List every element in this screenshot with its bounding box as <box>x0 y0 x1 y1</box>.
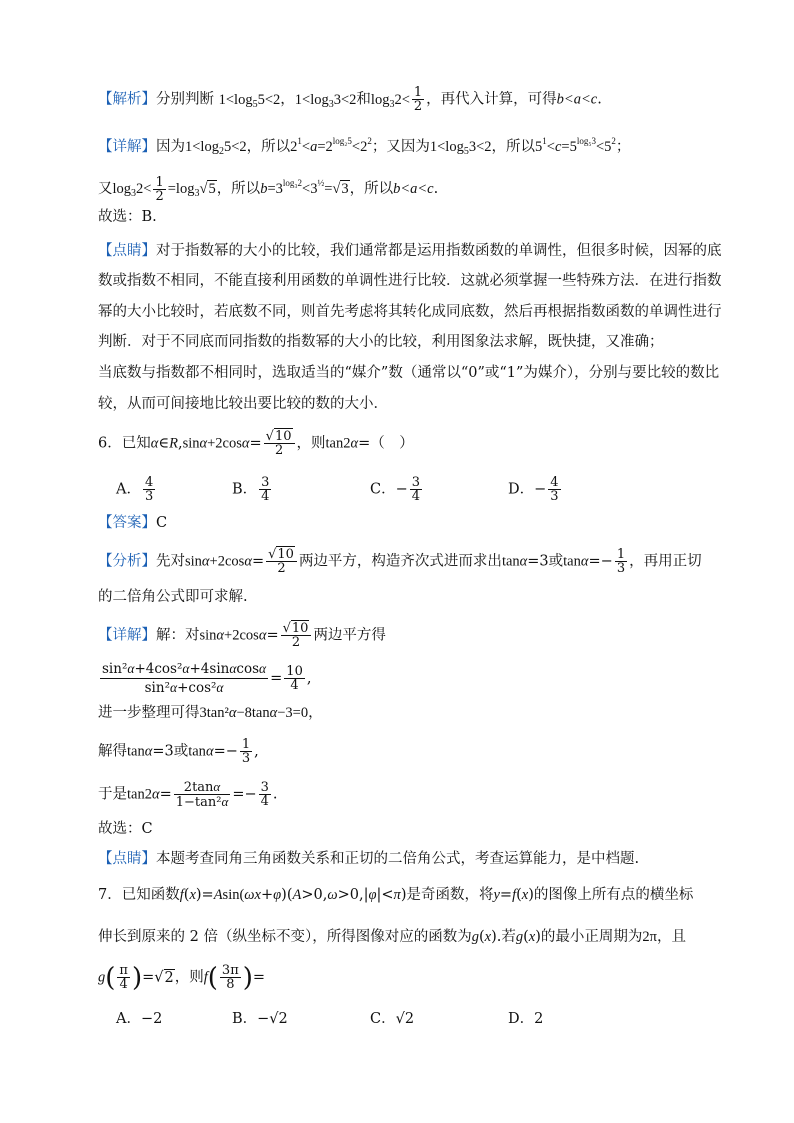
option-letter: C． <box>370 1011 396 1027</box>
detail-tag: 【详解】 <box>98 627 156 644</box>
s5-answer: 故选：B. <box>98 209 157 225</box>
option-letter: C． <box>370 481 396 498</box>
s5-tip-line-1: 数或指数不相同，不能直接利用函数的单调性进行比较．这就必须掌握一些特殊方法．在进行指数 <box>98 273 722 289</box>
s5-tip-line-3: 判断．对于不同底而同指数的指数幂的大小的比较，利用图象法求解，既快捷，又准确； <box>98 334 664 350</box>
q7-stem-1: 7．已知函数f(x)=Asin(ωx+φ)(A>0,ω>0,|φ|<π)是奇函数，将y=f(x)的图像上所有点的横坐标 <box>98 887 694 903</box>
option-den: 3 <box>550 489 559 504</box>
answer-blank: （ ） <box>370 435 414 452</box>
option-value: √2 <box>395 1011 415 1027</box>
question-text: 伸长到原来的 2 倍（纵坐标不变），所得图像对应的函数为 <box>98 929 472 945</box>
option-den: 4 <box>261 489 270 504</box>
analysis-text: 或 <box>548 553 564 570</box>
question-text: 是奇函数，将 <box>406 887 494 903</box>
question-text: ，且 <box>656 929 686 945</box>
q7-option-c <box>370 1008 414 1030</box>
detail-text: 解：对 <box>156 627 200 644</box>
s5-tip-line-0 <box>98 240 722 262</box>
s5-tip-line-2: 幂的大小比较时，若底数不同，则首先考虑将其转化成同底数，然后再根据指数函数的单调性进行 <box>98 304 722 320</box>
detail-text: ；又因为 <box>371 139 430 155</box>
option-value: 2 <box>534 1011 544 1027</box>
q6-step-2: 进一步整理可得3tan²α−8tanα−3=0， <box>98 705 323 721</box>
option-value: −2 <box>140 1011 163 1027</box>
q6-stem: 6．已知α∈R,sinα+2cosα= $\frac{√10}{2}$ ，则tan2α=（ ） <box>98 429 414 458</box>
option-num: 3 <box>411 475 421 490</box>
s5-detail-2: 又$\log_32<$ $\frac{1}{2}$ $=\log_3√5$，所以$b=3^{log_32}<3^{\frac{1}{2}}=√3$，所以b<a<c. <box>98 174 439 204</box>
q7-option-d <box>508 1008 543 1030</box>
option-letter: D． <box>508 481 535 498</box>
step-text: 解得 <box>98 743 127 760</box>
s5-tip-line-4: 当底数与指数都不相同时，选取适当的“媒介”数（通常以“0”或“1”为媒介），分别与要比较的数比 <box>98 365 720 381</box>
detail-text: 因为 <box>156 139 185 155</box>
option-den: 4 <box>411 489 421 504</box>
question-number: 6．已知 <box>98 435 151 452</box>
detail-tag: 【详解】 <box>98 139 156 155</box>
tip-tag: 【点睛】 <box>98 243 156 259</box>
question-number: 7．已知函数 <box>98 887 180 903</box>
q6-formula-1: $\frac{\text{sin²α+4cos²α+4sinαcosα}}{\text{sin²α+cos²α}}$ = $\frac{10}{4}$ , <box>102 661 312 696</box>
detail-text: ，所以 <box>349 181 394 197</box>
option-num: 4 <box>550 475 559 490</box>
detail-text: 又 <box>98 181 113 197</box>
s5-detail-1: 【详解】因为$1<\log_25<2$，所以$2^1<a=2^{log_25}<2^2$；又因为$1<\log_53<2$，所以$5^1<c=5^{log_53}<5^2$； <box>98 136 631 157</box>
q6-detail: 【详解】解：对sinα+2cosα= $\frac{√10}{2}$ 两边平方得 <box>98 621 386 650</box>
option-num: 3 <box>261 475 270 490</box>
s5-analysis: 【解析】分别判断 $1<\log_55<2$，$1<\log_33<2$和$\log_32<$ $\frac{1}{2}$ ，再代入计算，可得b<a<c. <box>98 85 602 114</box>
s5-tip-line-5: 较，从而可间接地比较出要比较的数的大小． <box>98 396 388 412</box>
detail-text: 两边平方得 <box>313 627 386 644</box>
option-letter: D． <box>508 1011 535 1027</box>
detail-text: ，所以 <box>216 181 261 197</box>
analysis-tag: 【解析】 <box>98 91 156 108</box>
analysis-tag: 【分析】 <box>98 553 156 570</box>
tip-tag: 【点睛】 <box>98 851 156 867</box>
q6-option-a <box>116 476 157 503</box>
option-letter: A． <box>116 1011 141 1027</box>
analysis-text: 分别判断 <box>156 91 214 108</box>
q6-step-4: 于是tan2α= $\frac{2\tan\alpha}{\text{1−tan²α}}$ =− $\frac{3}{4}$ . <box>98 779 278 810</box>
q7-stem-3: g( $\frac{\pi}{4}$ )=√2，则f( $\frac{3\pi}{8}$ )= <box>98 962 266 993</box>
tip-text: 对于指数幂的大小的比较，我们通常都是运用指数函数的单调性，但很多时候，因幂的底 <box>156 243 722 259</box>
analysis-tail: ，再代入计算，可得 <box>426 91 557 108</box>
q6-analysis-2: 的二倍角公式即可求解. <box>98 589 248 605</box>
q6-option-d <box>508 476 563 503</box>
answer-tag: 【答案】 <box>98 515 156 531</box>
step-text: 于是 <box>98 786 127 803</box>
analysis-text: ，再用正切 <box>629 553 702 570</box>
question-text: 的最小正周期为 <box>540 929 643 945</box>
q6-option-c <box>370 476 424 503</box>
option-letter: B． <box>232 481 258 498</box>
answer-value: C <box>156 515 168 531</box>
q6-answer <box>98 512 704 534</box>
option-sign: − <box>395 481 408 498</box>
option-den: 3 <box>144 489 154 504</box>
q6-tip <box>98 848 704 870</box>
option-value: −√2 <box>257 1011 288 1027</box>
detail-text: ，所以 <box>246 139 291 155</box>
option-letter: B． <box>232 1011 258 1027</box>
analysis-text: 两边平方，构造齐次式进而求出 <box>298 553 502 570</box>
step-text: 或 <box>173 743 189 760</box>
option-letter: A． <box>116 481 141 498</box>
q6-step-3: 解得tanα=3或tanα=− $\frac{1}{3}$ , <box>98 737 259 766</box>
question-text: .若 <box>496 929 516 945</box>
q7-option-a <box>116 1008 162 1030</box>
q6-choose: 故选：C <box>98 821 153 837</box>
question-text: ，则 <box>174 969 204 986</box>
option-sign: − <box>534 481 547 498</box>
step-text: 进一步整理可得 <box>98 705 200 721</box>
tip-text: 本题考查同角三角函数关系和正切的二倍角公式，考查运算能力，是中档题. <box>156 851 640 867</box>
q7-stem-2: 伸长到原来的 2 倍（纵坐标不变），所得图像对应的函数为g(x).若g(x)的最小正周期为2π，且 <box>98 929 686 945</box>
analysis-text: 先对 <box>156 553 185 570</box>
q6-option-b <box>232 476 273 503</box>
q7-option-b <box>232 1008 288 1030</box>
question-text: 的图像上所有点的横坐标 <box>533 887 694 903</box>
detail-text: ，所以 <box>491 139 536 155</box>
option-num: 4 <box>144 475 154 490</box>
q6-analysis: 【分析】先对sinα+2cosα= $\frac{√10}{2}$ 两边平方，构造齐次式进而求出tanα=3或tanα=− $\frac{1}{3}$ ，再用正切 <box>98 547 702 576</box>
question-text: ，则 <box>296 435 326 452</box>
